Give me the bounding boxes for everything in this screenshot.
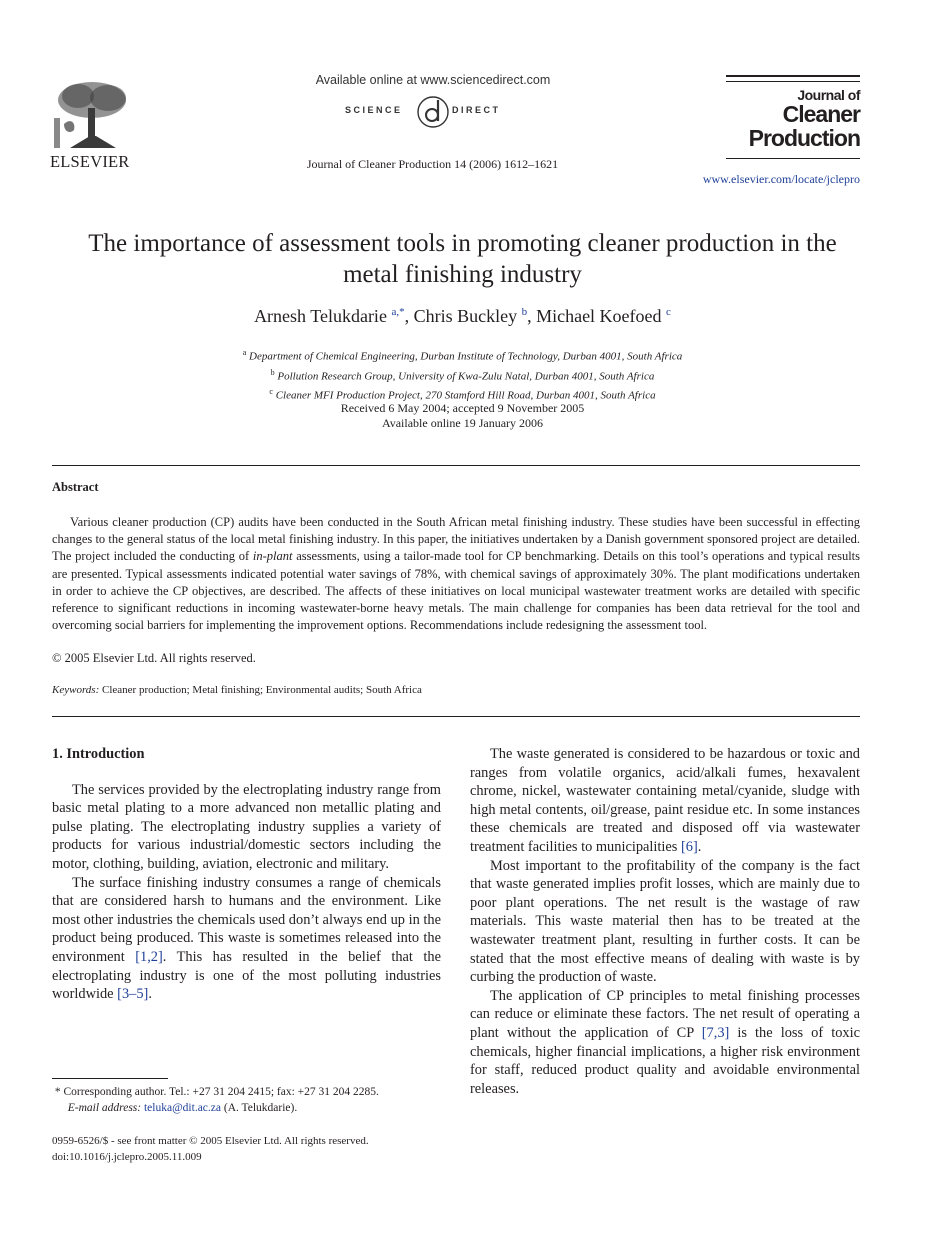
paragraph: Most important to the profitability of the company is the fact that waste generated implies profit losses, which are mainly due to poor plant operations. The net result is the wastage of raw materials. This waste material then has to be treated at the wastewater treatment plant, resulting in further costs. It can be stated that the most effective means of dealing with waste is by curbing the production of waste. — [470, 857, 860, 986]
affiliation-marker: b — [270, 367, 275, 377]
affiliation-marker: a — [242, 348, 247, 357]
article-dates — [60, 401, 865, 431]
journal-url-link[interactable]: www.elsevier.com/locate/jclepro — [702, 172, 860, 186]
email-link[interactable]: teluka@dit.ac.za — [143, 1101, 221, 1114]
front-matter — [52, 1134, 472, 1165]
paragraph-text: . — [148, 986, 152, 1003]
author-separator: , — [527, 306, 537, 326]
right-column — [470, 745, 860, 1098]
doi-line: doi:10.1016/j.jclepro.2005.11.009 — [52, 1150, 202, 1163]
paragraph-text: is the loss of toxic chemicals, higher financial implications, a higher risk environment for staff, reduced product quality and avoidable environmental releases. — [470, 1024, 860, 1097]
paragraph: The services provided by the electroplating industry range from basic metal plating to a more advanced non metallic plating and pulse plating. The electroplating industry supplies a variety of products for various industrial/domestic sectors including the motor, clothing, building, aviation, electronic and military. — [52, 781, 441, 872]
received-date: Received 6 May 2004; accepted 9 November 2005 — [340, 401, 585, 415]
paragraph-text: . This has resulted in the belief that the electroplating industry is one of the most polluting industries worldwide — [52, 948, 441, 1003]
corresponding-author-footnote — [52, 1085, 447, 1116]
footnote-text: Corresponding author. Tel.: +27 31 204 2415; fax: +27 31 204 2285. — [63, 1086, 379, 1098]
author-separator: , — [404, 306, 414, 326]
paragraph-text: The surface finishing industry consumes a range of chemicals that are considered harsh to humans and the environment. Like most other industries the chemicals used don’t always end up in the product being produced. This waste is sometimes released into the environment — [52, 874, 441, 965]
citation-link[interactable]: [1,2] — [135, 948, 163, 965]
paragraph-text: The waste generated is considered to be hazardous or toxic and ranges from volatile organics, acid/alkali fumes, hexavalent chrome, nickel, wastewater containing metal/cyanide, sludge with high metal contents, oil/grease, paint residue etc. In some instances these chemicals are treated and disposed off via wastewater treatment facilities to municipalities — [470, 746, 860, 855]
abstract-bottom-rule — [52, 716, 860, 717]
footnote-marker: * — [54, 1086, 61, 1098]
abstract-italic-term: in-plant — [252, 549, 293, 564]
footnote-line — [52, 1085, 447, 1101]
journal-citation: Journal of Cleaner Production 14 (2006) 1612–1621 — [306, 157, 559, 171]
abstract-text: Various cleaner production (CP) audits have been conducted in the South African metal finishing industry. These studies have been successful in effecting changes to the general status of the local metal finishing industry. In this paper, the initiatives undertaken by a Danish government sponsored project are detailed. The project included the conducting of — [52, 515, 860, 564]
paragraph-text: The application of CP principles to metal finishing processes can reduce or eliminate these factors. The net result of operating a plant without the application of CP — [470, 987, 860, 1041]
section-heading: 1. Introduction — [52, 746, 145, 762]
journal-logo-of: Journal of — [797, 87, 860, 103]
affiliation-item — [60, 365, 865, 385]
affiliation-marker: c — [269, 387, 273, 397]
abstract-body — [52, 514, 860, 634]
affiliation-item — [60, 345, 865, 365]
author-list — [60, 306, 865, 327]
email-label: E-mail address: — [67, 1101, 142, 1114]
author-affiliation-marker[interactable]: b — [521, 306, 528, 318]
affiliation-text: Department of Chemical Engineering, Durban Institute of Technology, Durban 4001, South Africa — [249, 350, 683, 363]
footnote-email-line — [62, 1101, 447, 1117]
journal-logo — [726, 88, 860, 150]
publisher-wordmark: ELSEVIER — [50, 152, 130, 171]
author-name: Arnesh Telukdarie — [254, 306, 387, 326]
abstract-copyright: © 2005 Elsevier Ltd. All rights reserved. — [52, 651, 256, 665]
paragraph — [470, 745, 860, 857]
article-title: The importance of assessment tools in promoting cleaner production in the metal finishing industry — [88, 230, 837, 288]
affiliation-text: Cleaner MFI Production Project, 270 Stamford Hill Road, Durban 4001, South Africa — [275, 389, 656, 402]
sciencedirect-d-icon — [414, 94, 452, 130]
citation-link[interactable]: [3–5] — [117, 986, 149, 1003]
left-column — [52, 745, 441, 1004]
sciencedirect-left-text: SCIENCE — [345, 105, 403, 115]
journal-logo-rule — [726, 75, 860, 77]
abstract-top-rule — [52, 465, 860, 466]
journal-logo-rule — [726, 158, 860, 159]
issn-line: 0959-6526/$ - see front matter © 2005 Elsevier Ltd. All rights reserved. — [52, 1135, 369, 1147]
affiliation-list — [60, 345, 865, 404]
keywords-label: Keywords: — [52, 684, 100, 696]
email-owner: (A. Telukdarie). — [223, 1101, 298, 1114]
paragraph — [52, 874, 441, 1004]
elsevier-tree-logo — [50, 78, 134, 150]
paragraph-text: . — [697, 838, 702, 855]
journal-logo-production: Production — [748, 125, 860, 151]
abstract-heading: Abstract — [52, 480, 99, 494]
affiliation-text: Pollution Research Group, University of Kwa-Zulu Natal, Durban 4001, South Africa — [277, 370, 655, 383]
available-online-date: Available online 19 January 2006 — [381, 416, 544, 430]
author-name: Chris Buckley — [413, 306, 518, 326]
sciencedirect-right-text: DIRECT — [452, 105, 501, 115]
available-online-text: Available online at www.sciencedirect.com — [315, 73, 551, 87]
citation-link[interactable]: [6] — [681, 838, 698, 855]
abstract-text: assessments, using a tailor-made tool for CP benchmarking. Details on this tool’s operations and typical results are presented. Typical assessments indicated potential water savings of 78%, with chemical savings of approximately 30%. The plant modifications undertaken in order to achieve the CP objectives, are described. The affects of these initiatives on local municipal wastewater treatment works are detailed with specific reference to significant reductions in incoming wastewater-borne heavy metals. The main challenge for companies has been data retrieval for the tool and overcoming social barriers for implementing the improvement options. Recommendations include redesigning the assessment tool. — [52, 549, 861, 633]
author-affiliation-marker[interactable]: a,* — [391, 306, 405, 318]
author-affiliation-marker[interactable]: c — [666, 306, 671, 318]
footnote-rule — [52, 1078, 168, 1079]
citation-link[interactable]: [7,3] — [701, 1024, 730, 1041]
journal-logo-rule — [726, 81, 860, 82]
keywords — [52, 684, 422, 696]
paragraph — [470, 987, 860, 1099]
keywords-list: Cleaner production; Metal finishing; Environmental audits; South Africa — [102, 684, 422, 696]
author-name: Michael Koefoed — [536, 306, 662, 326]
journal-logo-cleaner: Cleaner — [782, 101, 860, 127]
